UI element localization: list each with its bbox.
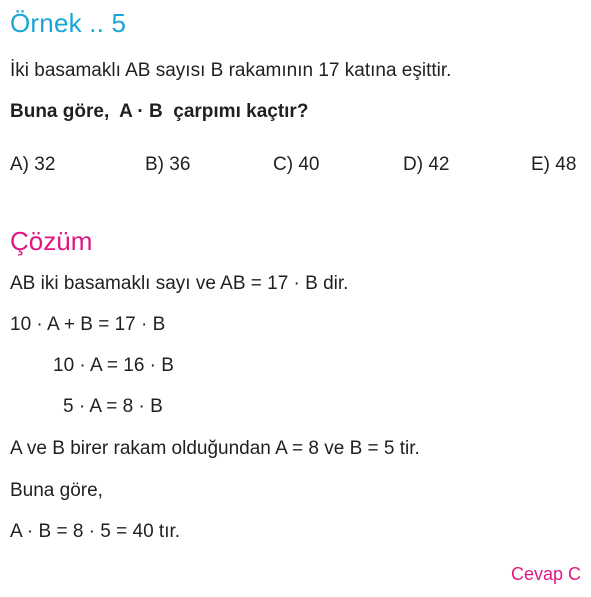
option-a[interactable]: A) 32 <box>10 154 56 175</box>
answer-label: Cevap C <box>510 564 581 584</box>
solution-line: 5 · A = 8 · B <box>63 396 163 417</box>
solution-line: Buna göre, <box>10 480 103 501</box>
option-b[interactable]: B) 36 <box>145 154 191 175</box>
solution-line: A · B = 8 · 5 = 40 tır. <box>10 521 181 542</box>
solution-line: A ve B birer rakam olduğundan A = 8 ve B = 5 tir. <box>10 438 420 459</box>
example-title: Örnek .. 5 <box>10 8 127 38</box>
solution-line: 10 · A = 16 · B <box>53 355 174 376</box>
question-stem: İki basamaklı AB sayısı B rakamının 17 katına eşittir. <box>10 60 452 81</box>
solution-title: Çözüm <box>10 226 93 256</box>
option-e[interactable]: E) 48 <box>531 154 577 175</box>
question-prompt: Buna göre, A · B çarpımı kaçtır? <box>10 101 309 122</box>
option-c[interactable]: C) 40 <box>273 154 320 175</box>
solution-line: 10 · A + B = 17 · B <box>10 314 166 335</box>
solution-line: AB iki basamaklı sayı ve AB = 17 · B dir. <box>10 273 349 294</box>
option-d[interactable]: D) 42 <box>403 154 450 175</box>
